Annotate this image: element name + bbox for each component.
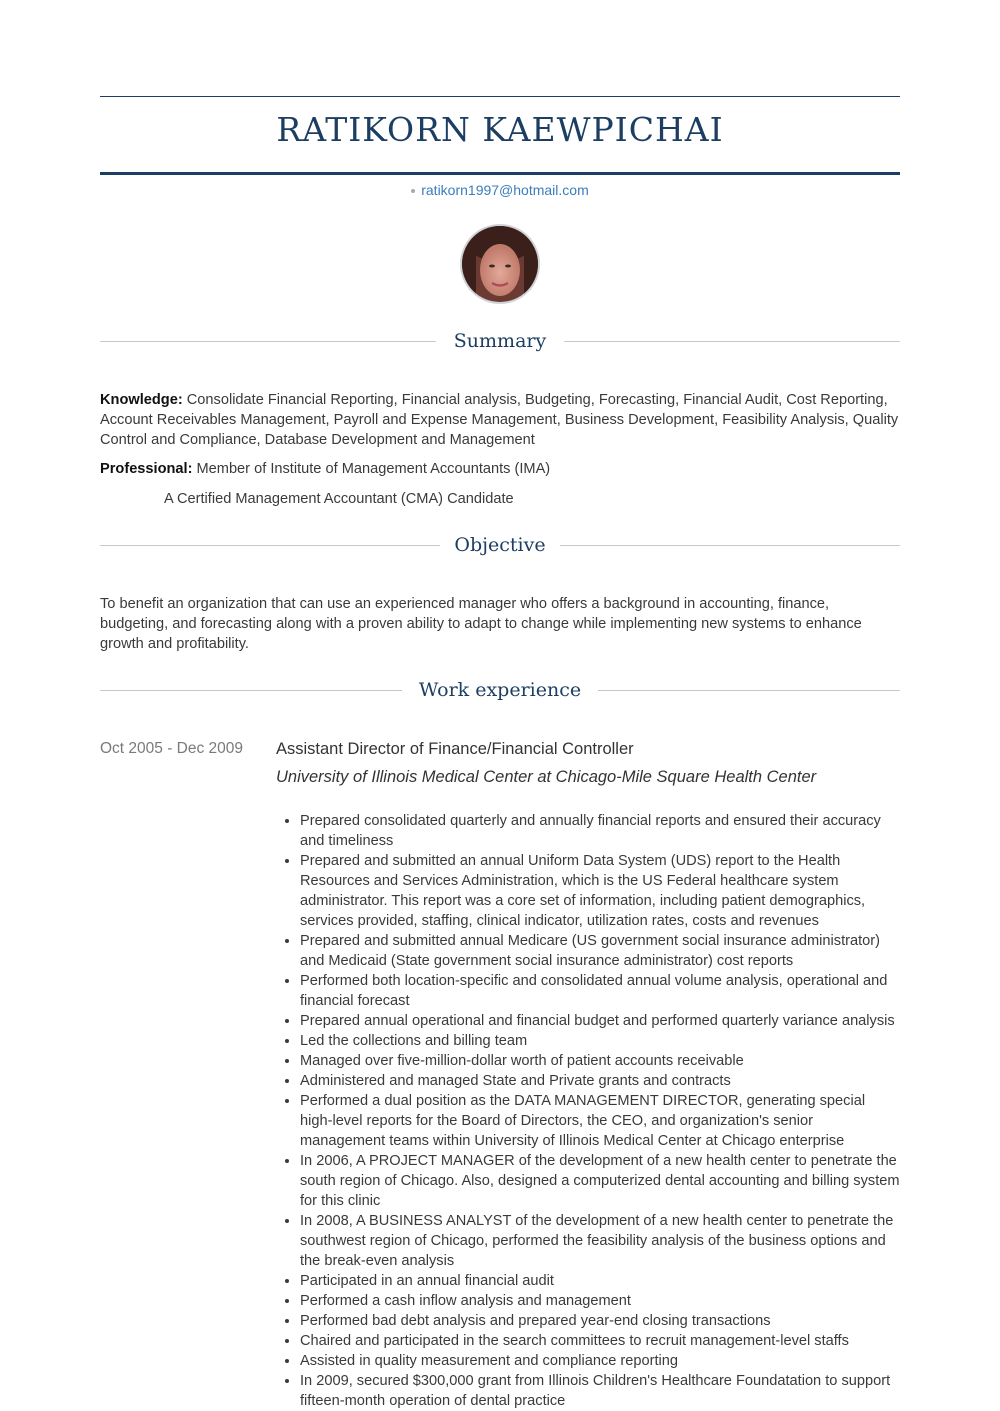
- list-item: • Prepared and submitted an annual Uniform Data System (UDS) report to the Health Resources and Services Administration, which is the US Federal healthcare system administrator. This report was a core set of information, including patient demographics, services provided, staffing, clinical indicator, utilization rates, costs and revenues: [300, 851, 900, 931]
- list-item: • Prepared annual operational and financial budget and performed quarterly variance analysis: [300, 1011, 900, 1031]
- list-item: • Performed bad debt analysis and prepared year-end closing transactions: [300, 1311, 900, 1331]
- header-top-rule: [100, 96, 900, 97]
- list-item: • Prepared consolidated quarterly and annually financial reports and ensured their accuracy and timeliness: [300, 811, 900, 851]
- knowledge-label: Knowledge:: [100, 392, 183, 408]
- list-item: • In 2006, A PROJECT MANAGER of the development of a new health center to penetrate the south region of Chicago. Also, designed a computerized dental accounting and billing system for this clinic: [300, 1151, 900, 1211]
- professional-text: Member of Institute of Management Accountants (IMA): [196, 461, 551, 477]
- job-responsibilities: [276, 811, 900, 1411]
- list-item: • Prepared and submitted annual Medicare (US government social insurance administrator) and Medicaid (State government social insurance administrator) cost reports: [300, 931, 900, 971]
- summary-professional: [100, 459, 900, 479]
- job-dates: Oct 2005 - Dec 2009: [100, 740, 244, 757]
- professional-label: Professional:: [100, 461, 193, 477]
- knowledge-text: Consolidate Financial Reporting, Financial analysis, Budgeting, Forecasting, Financial Audit, Cost Reporting, Account Receivables Management, Payroll and Expense Management, Business Development, Feasibility Analysis, Quality Control and Compliance, Database Development and Management: [100, 392, 899, 448]
- objective-text: To benefit an organization that can use an experienced manager who offers a background in accounting, finance, budgeting, and forecasting along with a proven ability to adapt to change while implementing new systems to enhance growth and profitability.: [100, 596, 862, 652]
- summary-knowledge: [100, 390, 900, 450]
- avatar: [460, 224, 540, 304]
- header-bottom-rule: [100, 172, 900, 175]
- objective-heading: [100, 530, 900, 560]
- candidate-name: RATIKORN KAEWPICHAI: [276, 110, 724, 149]
- list-item: • Performed both location-specific and consolidated annual volume analysis, operational and financial forecast: [300, 971, 900, 1011]
- list-item: • Managed over five-million-dollar worth of patient accounts receivable: [300, 1051, 900, 1071]
- list-item: • Chaired and participated in the search committees to recruit management-level staffs: [300, 1331, 900, 1351]
- list-item: • Administered and managed State and Private grants and contracts: [300, 1071, 900, 1091]
- list-item: • In 2008, A BUSINESS ANALYST of the development of a new health center to penetrate the southwest region of Chicago, performed the feasibility analysis of the business options and the break-even analysis: [300, 1211, 900, 1271]
- bullet-dot-icon: [411, 189, 415, 193]
- list-item: • Performed a cash inflow analysis and management: [300, 1291, 900, 1311]
- section-title-work-experience: Work experience: [418, 679, 582, 701]
- section-title-objective: Objective: [454, 534, 546, 556]
- list-item: • Led the collections and billing team: [300, 1031, 900, 1051]
- work-experience-heading: [100, 675, 900, 705]
- job-employer: University of Illinois Medical Center at Chicago-Mile Square Health Center: [276, 768, 817, 786]
- contact-line: [100, 182, 900, 198]
- profile-photo: [462, 226, 538, 302]
- list-item: • In 2009, secured $300,000 grant from Illinois Children's Healthcare Foundatation to support fifteen-month operation of dental practice: [300, 1371, 900, 1411]
- email-link[interactable]: ratikorn1997@hotmail.com: [421, 182, 589, 198]
- list-item: • Assisted in quality measurement and compliance reporting: [300, 1351, 900, 1371]
- summary-heading: [100, 326, 900, 356]
- list-item: • Performed a dual position as the DATA MANAGEMENT DIRECTOR, generating special high-level reports for the Board of Directors, the CEO, and organization's senior management teams within University of Illinois Medical Center at Chicago enterprise: [300, 1091, 900, 1151]
- section-title-summary: Summary: [453, 330, 547, 352]
- list-item: • Participated in an annual financial audit: [300, 1271, 900, 1291]
- summary-professional-2: A Certified Management Accountant (CMA) Candidate: [164, 491, 514, 507]
- job-title: Assistant Director of Finance/Financial Controller: [276, 740, 634, 758]
